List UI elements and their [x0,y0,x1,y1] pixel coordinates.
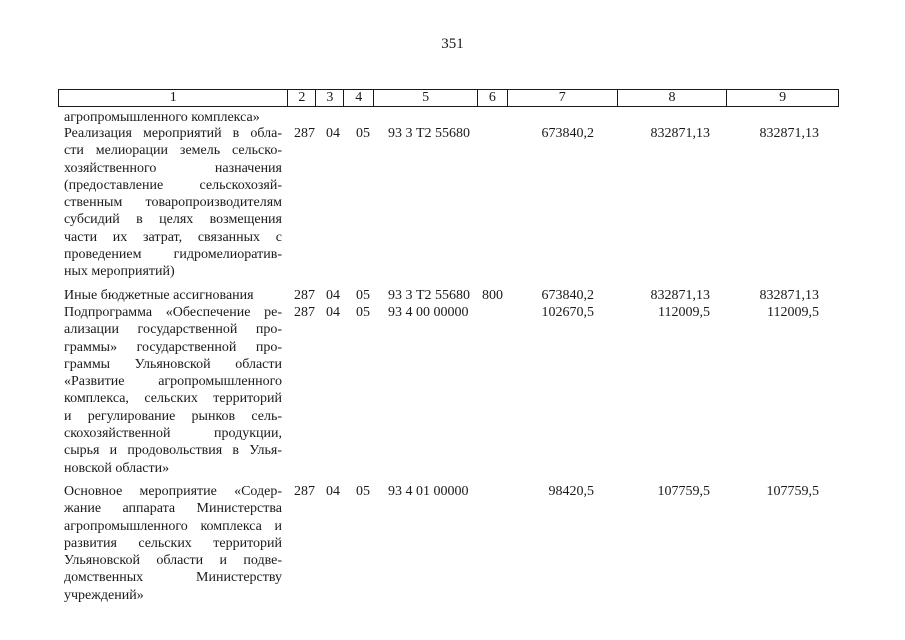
description-line: (предоставление сельскохозяй- [64,177,282,193]
cell-target-article: 93 4 00 00000 [388,305,469,320]
description-line: граммы Ульяновской области [64,356,282,372]
description-line: Ульяновской области и подве- [64,553,282,569]
header-col-1: 1 [59,90,288,106]
description-line: Иные бюджетные ассигнования [64,288,254,303]
cell-section: 04 [326,288,340,303]
row-description [64,287,282,304]
cell-section: 04 [326,305,340,320]
cell-subsection: 05 [356,484,370,499]
cell-amount-col9: 107759,5 [766,484,819,499]
description-line: хозяйственного назначения [64,160,282,176]
description-line: Реализация мероприятий в обла- [64,126,282,141]
description-line: ализации государственной про- [64,322,282,338]
description-line: Подпрограмма «Обеспечение ре- [64,305,282,320]
description-line: ственным товаропроизводителям [64,195,282,211]
description-line: Основное мероприятие «Содер- [64,484,282,499]
page-number: 351 [441,36,464,52]
header-col-5: 5 [374,90,478,106]
cell-amount-col8: 832871,13 [650,126,710,141]
header-col-9: 9 [779,90,787,105]
header-col-4: 4 [344,90,374,106]
description-line: сти мелиорации земель сельско- [64,143,282,159]
cell-target-article: 93 4 01 00000 [388,484,469,499]
header-col-8: 8 [618,90,728,106]
cell-amount-col8: 112009,5 [658,305,710,320]
header-col-7: 7 [508,90,618,106]
description-line: агропромышленного комплекса и [64,518,282,534]
description-line: домственных Министерству [64,570,282,586]
cell-subsection: 05 [356,288,370,303]
description-line: «Развитие агропромышленного [64,374,282,390]
description-line: ных мероприятий) [64,264,175,280]
cell-amount-col9: 832871,13 [759,126,819,141]
header-col-6: 6 [478,90,508,106]
cell-amount-col7: 673840,2 [541,288,594,303]
cell-amount-col9: 112009,5 [767,305,819,320]
cell-section: 04 [326,126,340,141]
description-line: новской области» [64,460,170,476]
description-line: агропромышленного комплекса» [64,110,260,125]
description-line: субсидий в целях возмещения [64,212,282,228]
cell-amount-col7: 102670,5 [541,305,594,320]
description-line: граммы» государственной про- [64,339,282,355]
description-line: и регулирование рынков сель- [64,408,282,424]
cell-grbs: 287 [294,288,315,303]
header-col-2: 2 [288,90,316,106]
row-description [64,109,282,126]
table-header-row [58,89,839,107]
cell-amount-col9: 832871,13 [759,288,819,303]
cell-grbs: 287 [294,305,315,320]
description-line: проведением гидромелиоратив- [64,247,282,263]
cell-grbs: 287 [294,126,315,141]
description-line: части их затрат, связанных с [64,229,282,245]
cell-amount-col8: 832871,13 [650,288,710,303]
cell-subsection: 05 [356,126,370,141]
cell-target-article: 93 3 Т2 55680 [388,126,471,141]
cell-section: 04 [326,484,340,499]
description-line: развития сельских территорий [64,535,282,551]
row-description [64,125,282,281]
cell-amount-col8: 107759,5 [657,484,710,499]
description-line: жание аппарата Министерства [64,501,282,517]
row-description [64,483,282,604]
description-line: комплекса, сельских территорий [64,391,282,407]
description-line: скохозяйственной продукции, [64,426,282,442]
cell-amount-col7: 98420,5 [548,484,594,499]
cell-grbs: 287 [294,484,315,499]
cell-target-article: 93 3 Т2 55680 [388,288,471,303]
header-col-3: 3 [316,90,344,106]
cell-subsection: 05 [356,305,370,320]
description-line: учреждений» [64,587,144,603]
row-description [64,304,282,477]
cell-expense-type: 800 [482,288,503,303]
description-line: сырья и продовольствия в Улья- [64,443,282,459]
cell-amount-col7: 673840,2 [541,126,594,141]
